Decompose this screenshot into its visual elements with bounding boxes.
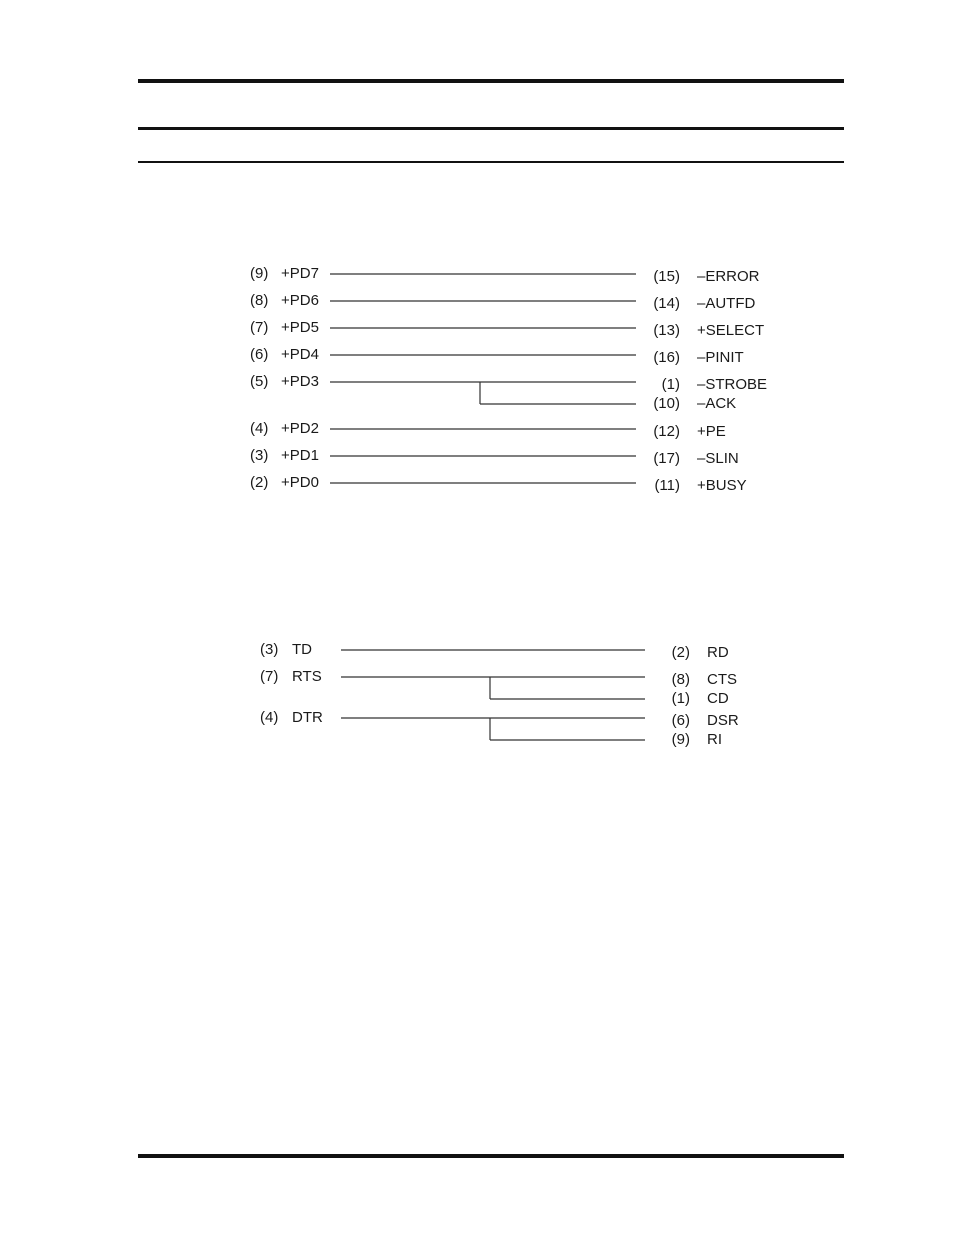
- parallel-right-signal-4-1: –ACK: [697, 395, 737, 412]
- parallel-left-pin-5: (4): [250, 420, 269, 437]
- parallel-right-pin-7-0: (11): [654, 477, 680, 494]
- parallel-right-signal-1-0: –AUTFD: [697, 295, 756, 312]
- parallel-right-signal-3-0: –PINIT: [697, 349, 744, 366]
- parallel-left-pin-7: (2): [250, 474, 269, 491]
- serial-right-pin-1-1: (1): [671, 690, 690, 707]
- parallel-left-pin-6: (3): [250, 447, 269, 464]
- serial-left-signal-0: TD: [292, 641, 312, 658]
- parallel-right-signal-7-0: +BUSY: [697, 477, 747, 494]
- parallel-right-pin-3-0: (16): [653, 349, 680, 366]
- parallel-right-pin-0-0: (15): [653, 268, 680, 285]
- serial-right-pin-0-0: (2): [671, 644, 690, 661]
- parallel-left-signal-4: +PD3: [281, 373, 319, 390]
- footer-rule: [138, 1154, 844, 1158]
- serial-right-signal-0-0: RD: [707, 644, 729, 661]
- parallel-left-signal-7: +PD0: [281, 474, 319, 491]
- parallel-left-pin-3: (6): [250, 346, 269, 363]
- serial-right-signal-2-1: RI: [707, 731, 722, 748]
- parallel-left-pin-4: (5): [250, 373, 269, 390]
- serial-left-pin-0: (3): [260, 641, 279, 658]
- parallel-left-pin-0: (9): [250, 265, 269, 282]
- parallel-right-signal-0-0: –ERROR: [697, 268, 760, 285]
- serial-right-signal-1-0: CTS: [707, 671, 737, 688]
- parallel-right-signal-4-0: –STROBE: [697, 376, 768, 393]
- serial-right-signal-1-1: CD: [707, 690, 729, 707]
- parallel-right-signal-5-0: +PE: [697, 423, 726, 440]
- serial-left-pin-1: (7): [260, 668, 279, 685]
- serial-left-signal-1: RTS: [292, 668, 322, 685]
- parallel-right-signal-6-0: –SLIN: [697, 450, 739, 467]
- parallel-left-signal-3: +PD4: [281, 346, 319, 363]
- serial-left-signal-2: DTR: [292, 709, 323, 726]
- parallel-right-pin-4-0: (1): [661, 376, 680, 393]
- serial-right-signal-2-0: DSR: [707, 712, 739, 729]
- serial-right-pin-2-0: (6): [671, 712, 690, 729]
- serial-right-pin-2-1: (9): [671, 731, 690, 748]
- parallel-left-signal-0: +PD7: [281, 265, 319, 282]
- serial-left-pin-2: (4): [260, 709, 279, 726]
- parallel-left-signal-5: +PD2: [281, 420, 319, 437]
- serial-right-pin-1-0: (8): [671, 671, 690, 688]
- parallel-right-pin-5-0: (12): [653, 423, 680, 440]
- parallel-left-signal-2: +PD5: [281, 319, 319, 336]
- parallel-right-pin-4-1: (10): [653, 395, 680, 412]
- parallel-right-pin-1-0: (14): [653, 295, 680, 312]
- parallel-left-pin-1: (8): [250, 292, 269, 309]
- parallel-right-signal-2-0: +SELECT: [697, 322, 765, 339]
- parallel-right-pin-2-0: (13): [653, 322, 680, 339]
- parallel-left-signal-6: +PD1: [281, 447, 319, 464]
- parallel-left-pin-2: (7): [250, 319, 269, 336]
- parallel-right-pin-6-0: (17): [653, 450, 680, 467]
- parallel-left-signal-1: +PD6: [281, 292, 319, 309]
